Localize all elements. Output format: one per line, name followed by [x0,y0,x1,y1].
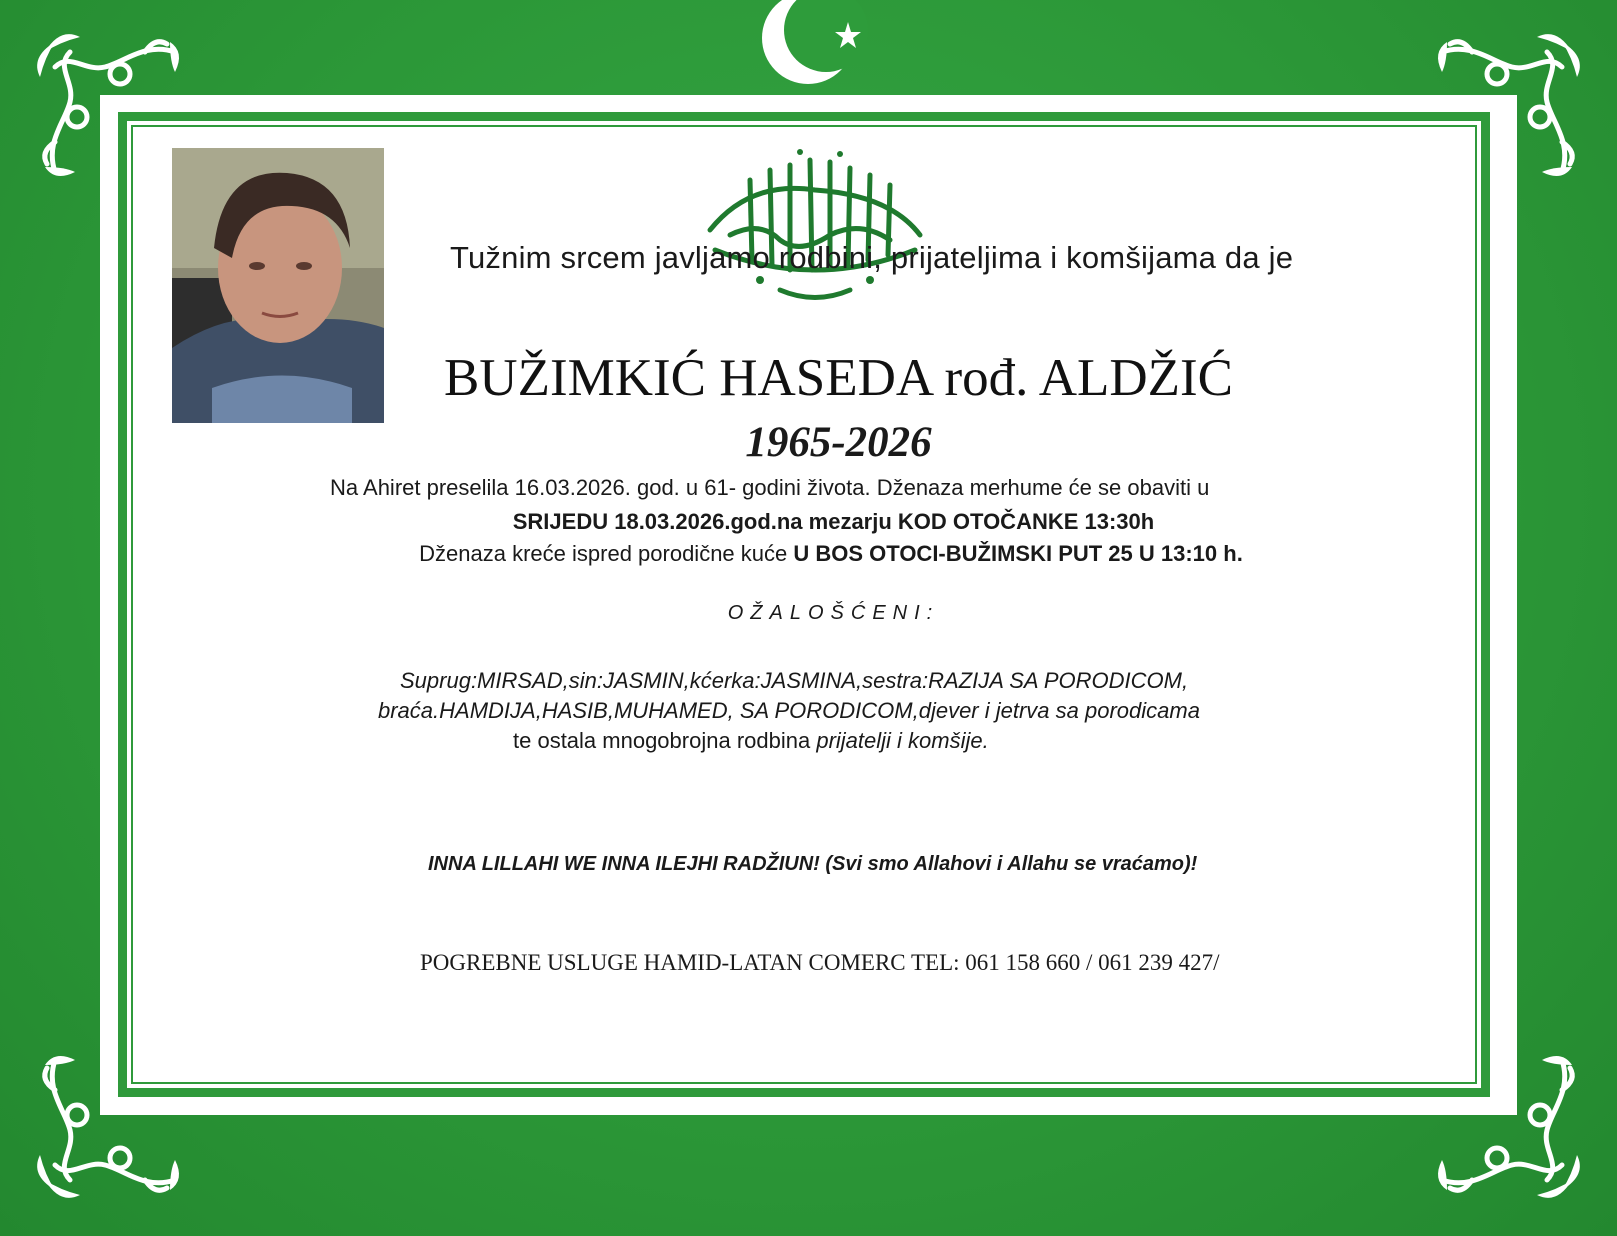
prayer-line: INNA LILLAHI WE INNA ILEJHI RADŽIUN! (Svi smo Allahovi i Allahu se vraćamo)! [428,853,1198,875]
deceased-name: BUŽIMKIĆ HASEDA rođ. ALDŽIĆ [443,349,1234,407]
mourners-heading: OŽALOŠĆENI: [727,602,940,624]
crescent-star-icon [760,0,880,100]
family-line-3 [513,728,989,754]
arabic-calligraphy-icon [690,140,940,315]
procession-address: U BOS OTOCI-BUŽIMSKI PUT 25 U 13:10 h. [793,541,1243,566]
family-line-2: braća.HAMDIJA,HASIB,MUHAMED, SA PORODICOM,djever i jetrva sa porodicama [378,698,1200,723]
family-line-3-italic: prijatelji i komšije. [816,728,989,753]
death-info-line: Na Ahiret preselila 16.03.2026. god. u 61- godini života. Dženaza merhume će se obaviti u [330,475,1210,500]
life-years: 1965-2026 [745,419,932,466]
family-line-3-text: te ostala mnogobrojna rodbina [513,728,817,753]
funeral-date-line: SRIJEDU 18.03.2026.god.na mezarju KOD OTOČANKE 13:30h [512,509,1155,534]
family-line-1: Suprug:MIRSAD,sin:JASMIN,kćerka:JASMINA,sestra:RAZIJA SA PORODICOM, [400,668,1189,693]
procession-line [0,541,1617,567]
funeral-service-contact: POGREBNE USLUGE HAMID-LATAN COMERC TEL: 061 158 660 / 061 239 427/ [420,950,1220,975]
intro-text: Tužnim srcem javljamo rodbini, prijateljima i komšijama da je [450,240,1294,275]
procession-text: Dženaza kreće ispred porodične kuće [419,541,794,566]
